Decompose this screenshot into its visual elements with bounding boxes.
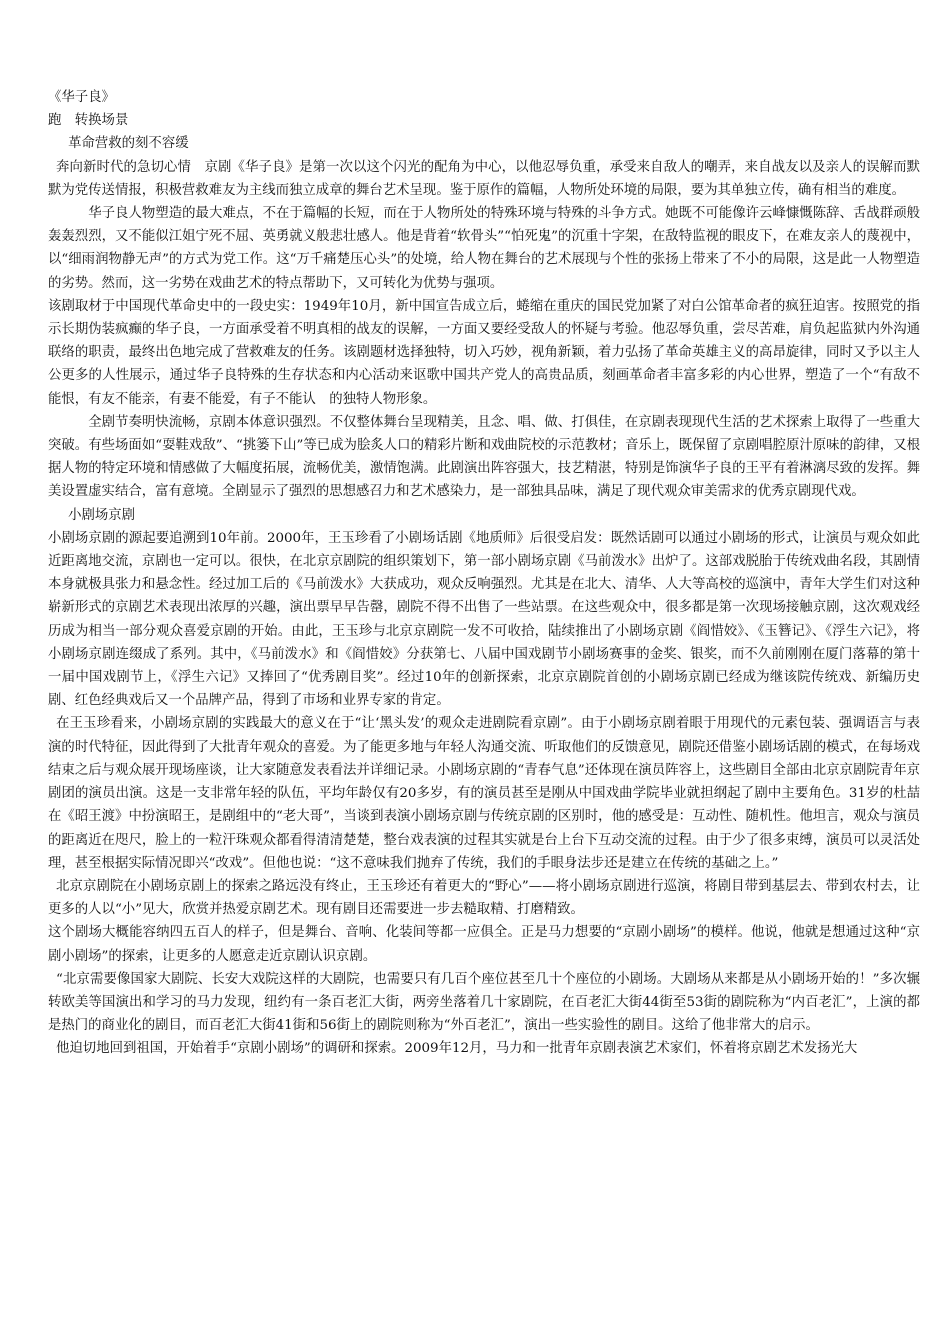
section-heading: 革命营救的刻不容缓 bbox=[68, 136, 189, 152]
document-subtitle: 跑 转换场景 bbox=[48, 113, 129, 129]
paragraph: 北京京剧院在小剧场京剧上的探索之路远没有终止，王玉珍还有着更大的“野心”——将小剧场京剧进行巡演，将剧目带到基层去、带到农村去，让更多的人以“小”见大，欣赏并热爱京剧艺术。现有剧目还需要进一步去糙取精、打磨精致。 bbox=[48, 878, 920, 918]
paragraph: 在王玉珍看来，小剧场京剧的实践最大的意义在于“让‘黑头发’的观众走进剧院看京剧”。由于小剧场京剧着眼于用现代的元素包装、强调语言与表演的时代特征，因此得到了大批青年观众的喜爱。为了能更多地与年轻人沟通交流、听取他们的反馈意见，剧院还借鉴小剧场话剧的模式，在每场戏结束之后与观众展开现场座谈，让大家随意发表看法并详细记录。小剧场京剧的“青春气息”还体现在演员阵容上，这些剧目全部由北京京剧院青年京剧团的演员出演。这是一支非常年轻的队伍，平均年龄仅有20多岁，有的演员甚至是刚从中国戏曲学院毕业就担纲起了剧中主要角色。31岁的杜喆在《昭王渡》中扮演昭王，是剧组中的“老大哥”，当谈到表演小剧场京剧与传统京剧的区别时，他的感受是：互动性、随机性。他坦言，观众与演员的距离近在咫尺，脸上的一粒汗珠观众都看得清清楚楚，整台戏表演的过程其实就是台上台下互动交流的过程。由于少了很多束缚，演员可以灵活处理，甚至根据实际情况即兴“改戏”。但他也说：“这不意味我们抛弃了传统，我们的手眼身法步还是建立在传统的基础之上。” bbox=[48, 716, 920, 871]
paragraph: 这个剧场大概能容纳四五百人的样子，但是舞台、音响、化装间等都一应俱全。正是马力想要的“京剧小剧场”的模样。他说，他就是想通过这种“京剧小剧场”的探索，让更多的人愿意走近京剧认识京剧。 bbox=[48, 925, 920, 964]
document-title: 《华子良》 bbox=[48, 90, 115, 105]
paragraph: 他迫切地回到祖国，开始着手“京剧小剧场”的调研和探索。2009年12月，马力和一批青年京剧表演艺术家们，怀着将京剧艺术发扬光大 bbox=[56, 1041, 858, 1057]
subsection-heading: 小剧场京剧 bbox=[68, 507, 136, 523]
paragraph: 全剧节奏明快流畅，京剧本体意识强烈。不仅整体舞台呈现精美，且念、唱、做、打俱佳，在京剧表现现代生活的艺术探索上取得了一些重大突破。有些场面如“耍鞋戏敌”、“挑篓下山”等已成为脍炙人口的精彩片断和戏曲院校的示范教材；音乐上，既保留了京剧唱腔原汁原味的韵律，又根据人物的特定环境和情感做了大幅度拓展，流畅优美，激情饱满。此剧演出阵容强大，技艺精湛，特别是饰演华子良的王平有着淋漓尽致的发挥。舞美设置虚实结合，富有意境。全剧显示了强烈的思想感召力和艺术感染力，是一部独具品味，满足了现代观众审美需求的优秀京剧现代戏。 bbox=[48, 414, 920, 500]
document-page bbox=[48, 86, 920, 1061]
paragraph: 奔向新时代的急切心情 京剧《华子良》是第一次以这个闪光的配角为中心，以他忍辱负重，承受来自敌人的嘲弄，来自战友以及亲人的误解而默默为党传送情报，积极营救难友为主线而独立成章的舞台艺术呈现。鉴于原作的篇幅，人物所处环境的局限，要为其单独立传，确有相当的难度。 bbox=[48, 159, 920, 198]
paragraph: “北京需要像国家大剧院、长安大戏院这样的大剧院，也需要只有几百个座位甚至几十个座位的小剧场。大剧场从来都是从小剧场开始的！”多次辗转欧美等国演出和学习的马力发现，纽约有一条百老汇大街，两旁坐落着几十家剧院，在百老汇大街44街至53街的剧院称为“内百老汇”，上演的都是热门的商业化的剧目，而百老汇大街41街和56街上的剧院则称为“外百老汇”，演出一些实验性的剧目。这给了他非常大的启示。 bbox=[48, 971, 920, 1034]
paragraph: 该剧取材于中国现代革命史中的一段史实：1949年10月，新中国宣告成立后，蜷缩在重庆的国民党加紧了对白公馆革命者的疯狂迫害。按照党的指示长期伪装疯癫的华子良，一方面承受着不明真相的战友的误解，一方面又要经受敌人的怀疑与考验。他忍辱负重，尝尽苦难，肩负起监狱内外沟通联络的职责，最终出色地完成了营救难友的任务。该剧题材选择独特，切入巧妙，视角新颖，着力弘扬了革命英雄主义的高昂旋律，同时又予以主人公更多的人性展示，通过华子良特殊的生存状态和内心活动来讴歌中国共产党人的高贵品质，刻画革命者丰富多彩的内心世界，塑造了一个“有敌不能恨，有友不能亲，有妻不能爱，有子不能认 的独特人物形象。 bbox=[48, 298, 920, 407]
paragraph: 华子良人物塑造的最大难点，不在于篇幅的长短，而在于人物所处的特殊环境与特殊的斗争方式。她既不可能像许云峰慷慨陈辞、舌战群顽般轰轰烈烈，又不能似江姐宁死不屈、英勇就义般悲壮感人。他是背着“软骨头”“怕死鬼”的沉重十字架，在敌特监视的眼皮下，在难友亲人的蔑视中，以“细雨润物静无声”的方式为党工作。这“万千痛楚压心头”的处境，给人物在舞台的艺术展现与个性的张扬上带来了不小的局限，这是此一人物塑造的劣势。然而，这一劣势在戏曲艺术的特点帮助下，又可转化为优势与强项。 bbox=[48, 206, 920, 291]
paragraph: 小剧场京剧的源起要追溯到10年前。2000年，王玉珍看了小剧场话剧《地质师》后很受启发：既然话剧可以通过小剧场的形式，让演员与观众如此近距离地交流，京剧也一定可以。很快，在北京京剧院的组织策划下，第一部小剧场京剧《马前泼水》出炉了。这部戏脱胎于传统戏曲名段，其剧情本身就极具张力和悬念性。经过加工后的《马前泼水》大获成功，观众反响强烈。尤其是在北大、清华、人大等高校的巡演中，青年大学生们对这种崭新形式的京剧艺术表现出浓厚的兴趣，演出票早早告罄，剧院不得不出售了一些站票。在这些观众中，很多都是第一次现场接触京剧，这次观戏经历成为相当一部分观众喜爱京剧的开始。由此，王玉珍与北京京剧院一发不可收拾，陆续推出了小剧场京剧《阎惜姣》、《玉簪记》、《浮生六记》，将小剧场京剧连缀成了系列。其中，《马前泼水》和《阎惜姣》分获第七、八届中国戏剧节小剧场赛事的金奖、银奖，而不久前刚刚在厦门落幕的第十一届中国戏剧节上，《浮生六记》又捧回了“优秀剧目奖”。经过10年的创新探索，北京京剧院首创的小剧场京剧已经成为继该院传统戏、新编历史剧、红色经典戏后又一个品牌产品，得到了市场和业界专家的肯定。 bbox=[48, 530, 920, 709]
